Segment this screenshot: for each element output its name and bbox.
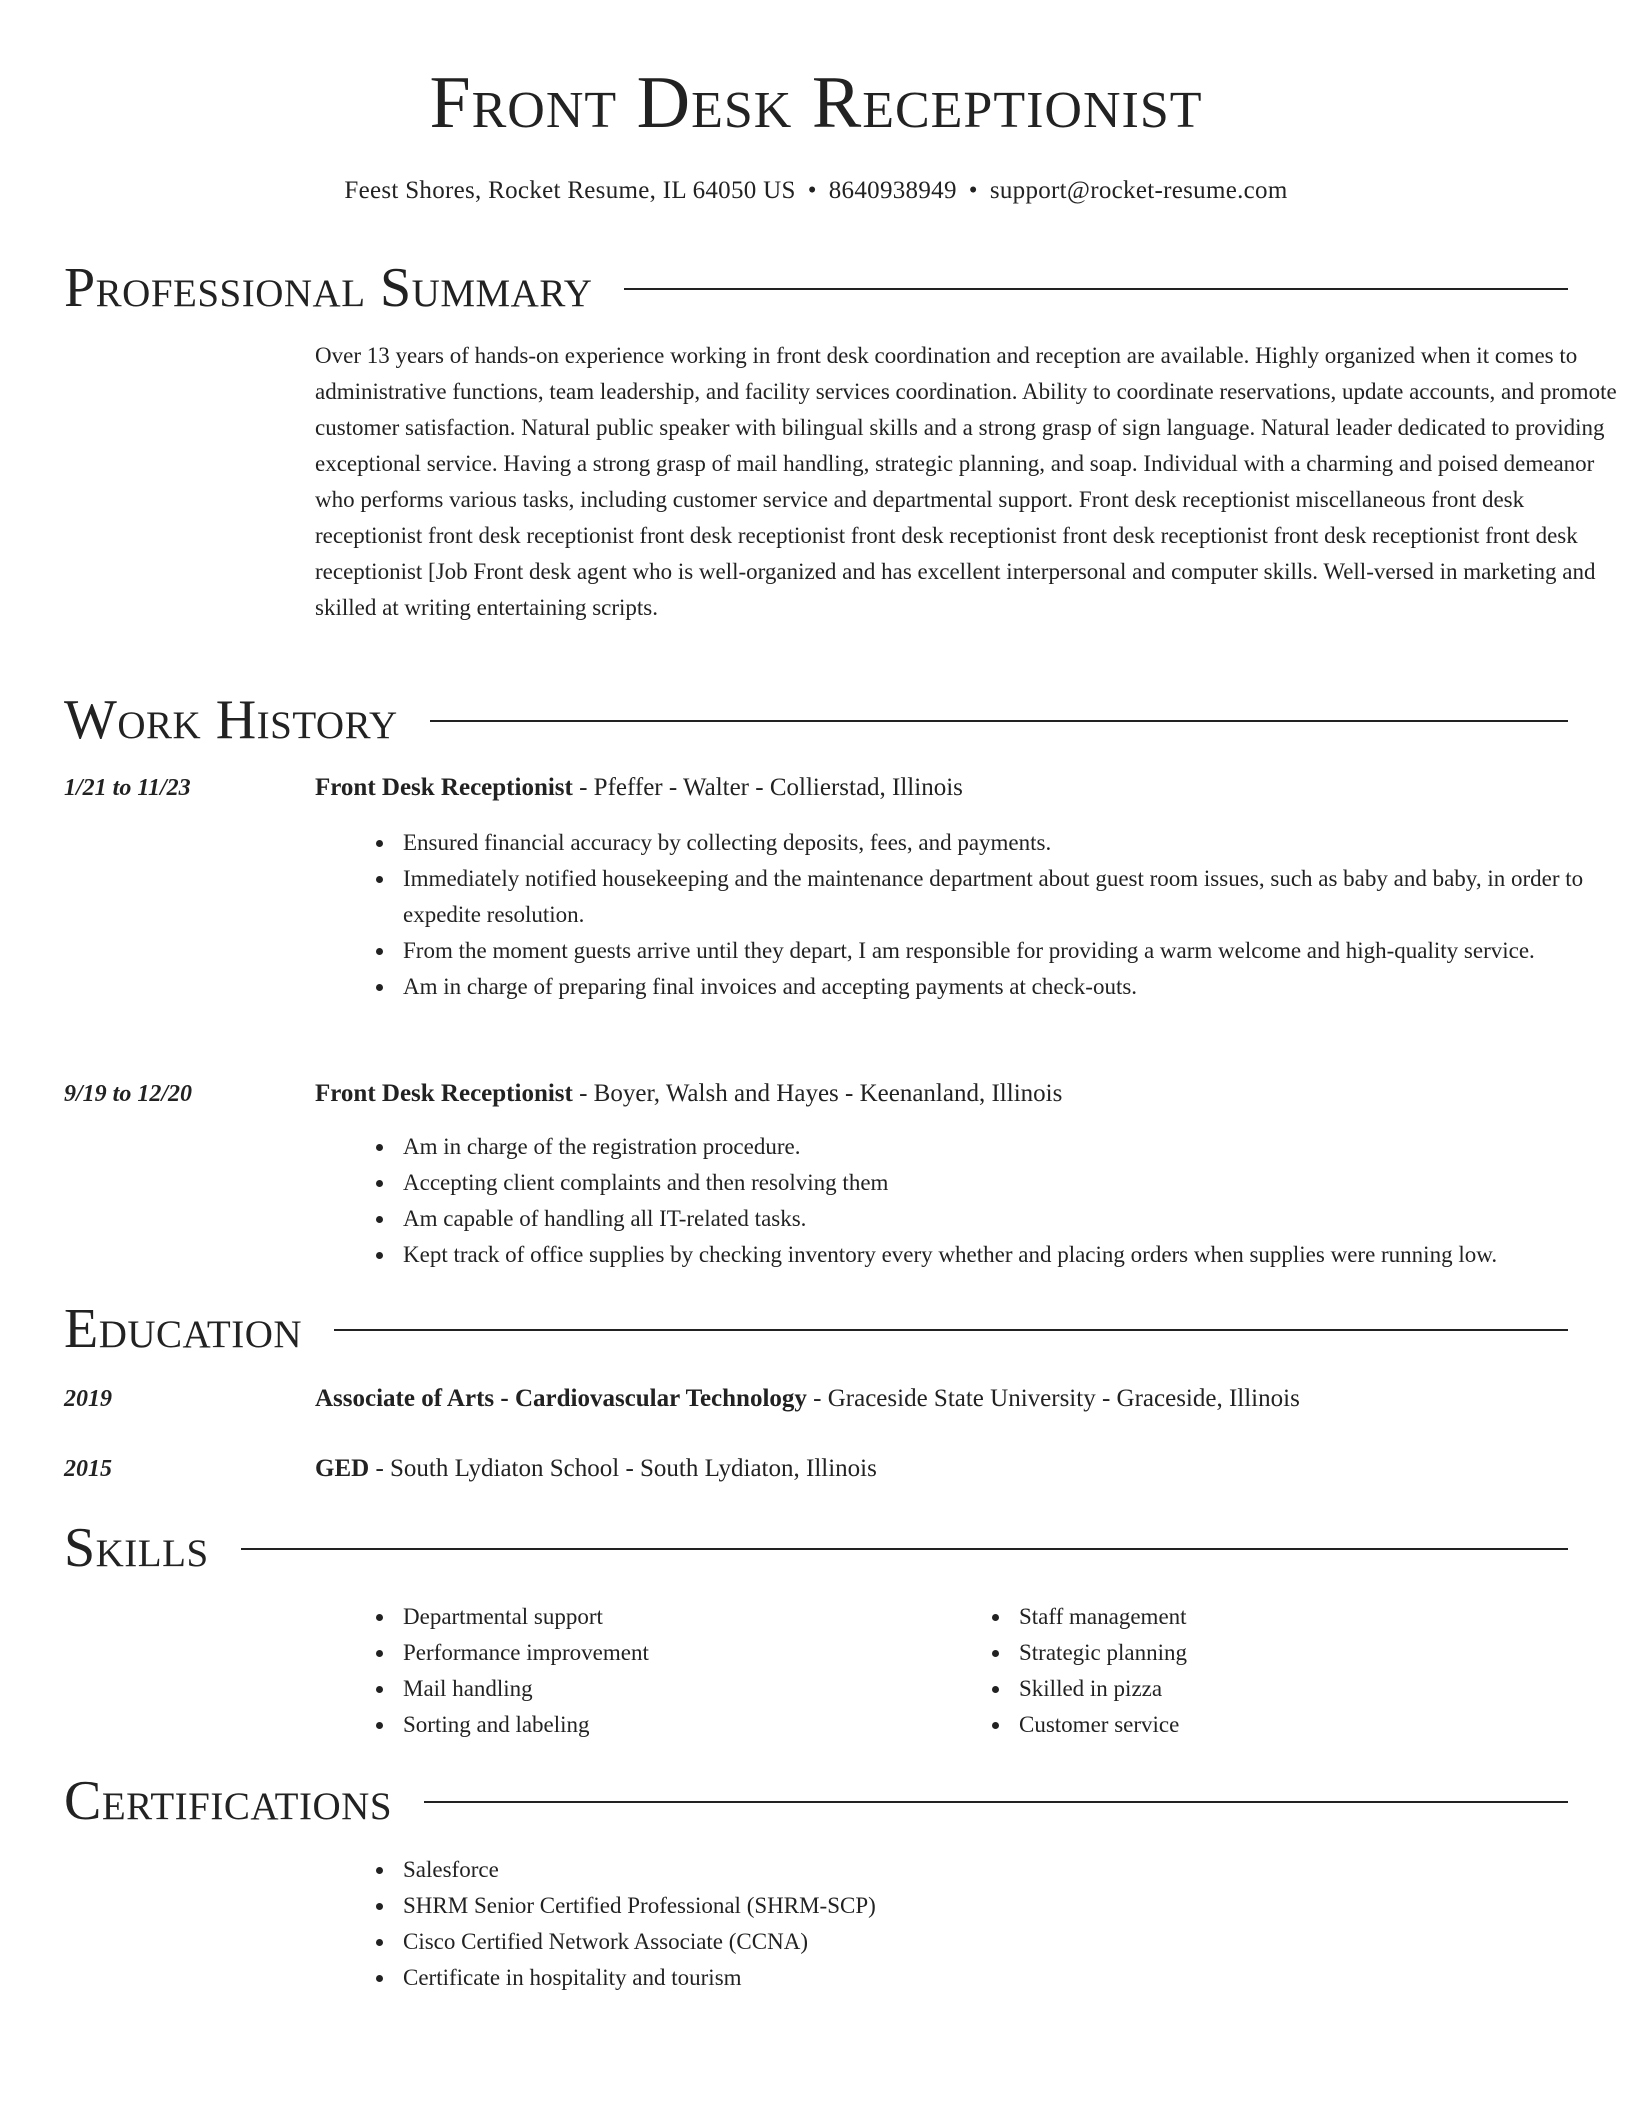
section-divider [241, 1548, 1568, 1550]
education-degree: Associate of Arts - Cardiovascular Technology [315, 1385, 807, 1412]
list-item: Am in charge of preparing final invoices and accepting payments at check-outs. [359, 969, 1629, 1005]
job-heading [315, 771, 963, 805]
contact-line [64, 174, 1568, 208]
job-bullets [359, 825, 1629, 1005]
education-heading [315, 1452, 877, 1486]
list-item: Immediately notified housekeeping and the maintenance department about guest room issues, such as baby and baby, in order to expedite resolution. [359, 861, 1629, 933]
section-title-skills: Skills [64, 1517, 209, 1579]
list-item: Ensured financial accuracy by collecting deposits, fees, and payments. [359, 825, 1629, 861]
contact-email: support@rocket-resume.com [989, 177, 1288, 204]
contact-phone: 8640938949 [828, 177, 957, 204]
education-degree: GED [315, 1455, 370, 1482]
list-item: Departmental support [359, 1599, 919, 1635]
skills-list-left [359, 1599, 919, 1743]
contact-separator: • [968, 177, 978, 204]
summary-text: Over 13 years of hands-on experience working in front desk coordination and reception are available. Highly organized when it comes to administrative functions, team leadership, and facility services coordination. Ability to coordinate reservations, update accounts, and promote customer satisfaction. Natural public speaker with bilingual skills and a strong grasp of sign language. Natural leader dedicated to providing exceptional service. Having a strong grasp of mail handling, strategic planning, and soap. Individual with a charming and poised demeanor who performs various tasks, including customer service and departmental support. Front desk receptionist miscellaneous front desk receptionist front desk receptionist front desk receptionist front desk receptionist front desk receptionist front desk receptionist front desk receptionist [Job Front desk agent who is well-organized and has excellent interpersonal and computer skills. Well-versed in marketing and skilled at writing entertaining scripts. [315, 343, 1617, 620]
list-item: Am capable of handling all IT-related tasks. [359, 1201, 1632, 1237]
list-item: Accepting client complaints and then resolving them [359, 1165, 1632, 1201]
section-title-education: Education [64, 1298, 303, 1360]
job-employer: - Pfeffer - Walter - Collierstad, Illinois [572, 774, 963, 801]
section-header-summary [64, 256, 1568, 320]
list-item: Customer service [975, 1707, 1535, 1743]
contact-separator: • [807, 177, 817, 204]
section-divider [624, 288, 1568, 290]
skills-list-right [975, 1599, 1535, 1743]
list-item: Performance improvement [359, 1635, 919, 1671]
job-title: Front Desk Receptionist [315, 1080, 573, 1107]
list-item: Kept track of office supplies by checking inventory every whether and placing orders when supplies were running low. [359, 1237, 1632, 1273]
job-dates: 9/19 to 12/20 [64, 1081, 193, 1107]
section-divider [334, 1329, 1568, 1331]
section-title-work-history: Work History [64, 689, 398, 751]
education-year: 2015 [64, 1456, 112, 1482]
contact-address: Feest Shores, Rocket Resume, IL 64050 US [344, 177, 796, 204]
education-heading [315, 1382, 1300, 1416]
job-title: Front Desk Receptionist [315, 774, 573, 801]
job-heading [315, 1077, 1062, 1111]
education-school: - Graceside State University - Graceside, Illinois [806, 1385, 1300, 1412]
education-year: 2019 [64, 1386, 112, 1412]
list-item: Certificate in hospitality and tourism [359, 1960, 1359, 1996]
job-dates: 1/21 to 11/23 [64, 775, 191, 801]
certifications-list [359, 1852, 1359, 1996]
list-item: Sorting and labeling [359, 1707, 919, 1743]
list-item: Cisco Certified Network Associate (CCNA) [359, 1924, 1359, 1960]
list-item: Skilled in pizza [975, 1671, 1535, 1707]
list-item: Strategic planning [975, 1635, 1535, 1671]
section-header-skills [64, 1516, 1568, 1580]
section-header-certifications [64, 1769, 1568, 1833]
candidate-name: Front Desk Receptionist [429, 62, 1203, 144]
list-item: Staff management [975, 1599, 1535, 1635]
section-title-summary: Professional Summary [64, 257, 593, 319]
list-item: Salesforce [359, 1852, 1359, 1888]
section-header-education [64, 1297, 1568, 1361]
section-title-certifications: Certifications [64, 1770, 393, 1832]
list-item: From the moment guests arrive until they depart, I am responsible for providing a warm welcome and high-quality service. [359, 933, 1629, 969]
list-item: SHRM Senior Certified Professional (SHRM-SCP) [359, 1888, 1359, 1924]
section-divider [430, 720, 1568, 722]
education-school: - South Lydiaton School - South Lydiaton, Illinois [369, 1455, 877, 1482]
list-item: Mail handling [359, 1671, 919, 1707]
job-employer: - Boyer, Walsh and Hayes - Keenanland, Illinois [572, 1080, 1063, 1107]
section-header-work-history [64, 688, 1568, 752]
section-divider [424, 1801, 1568, 1803]
list-item: Am in charge of the registration procedure. [359, 1129, 1632, 1165]
job-bullets [359, 1129, 1632, 1273]
